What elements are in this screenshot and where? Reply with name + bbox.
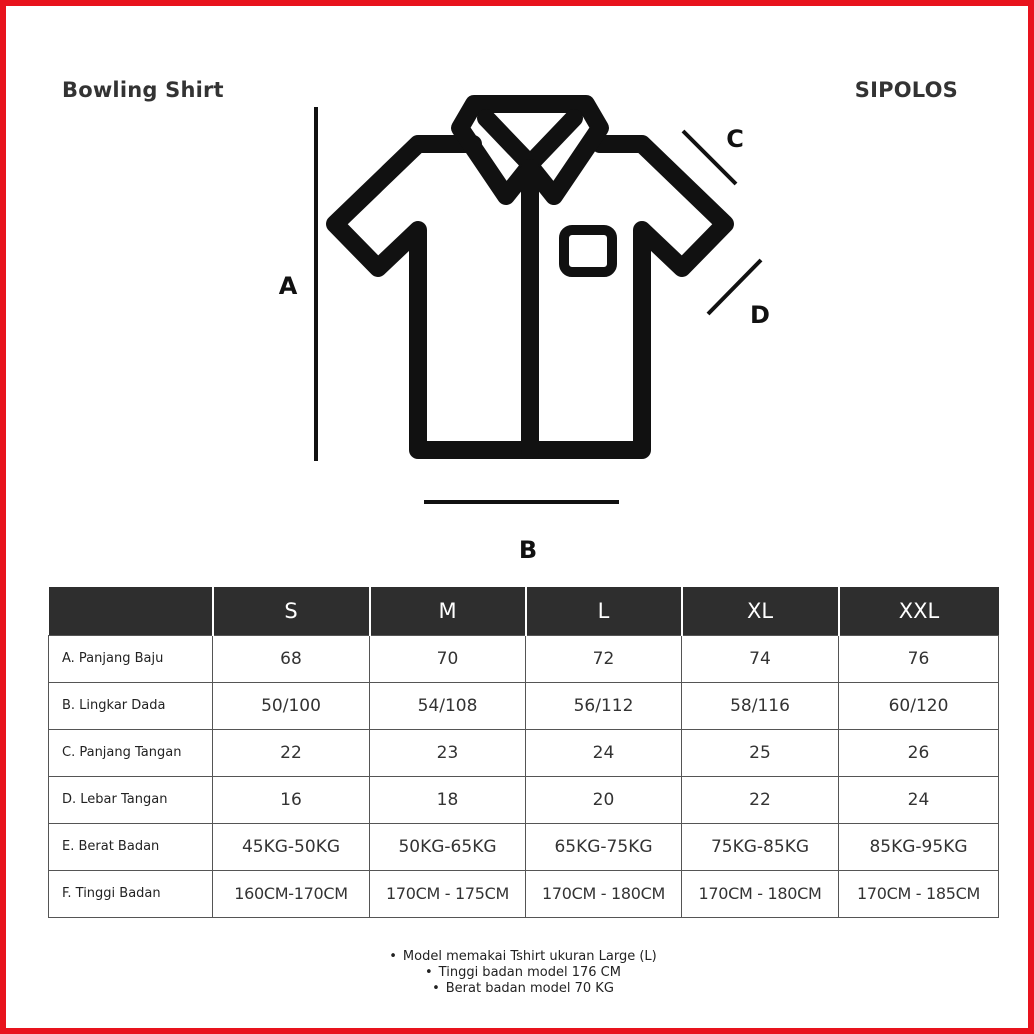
table-cell: 72 [526,635,682,682]
table-row [49,776,999,823]
size-header-xxl: XXL [839,587,999,635]
size-header-l: L [526,587,682,635]
collar-v-lines [486,118,574,164]
table-cell: 75KG-85KG [682,823,839,870]
row-label: E. Berat Badan [49,823,213,870]
table-cell: 50/100 [213,682,370,729]
note-text: Tinggi badan model 176 CM [438,965,621,980]
table-cell: 24 [839,776,999,823]
table-header-row [49,587,999,635]
dimension-label-b: B [518,536,538,564]
table-row [49,823,999,870]
dimension-label-a: A [278,272,298,300]
table-row [49,729,999,776]
header-empty-cell [49,587,213,635]
table-cell: 170CM - 185CM [839,870,999,917]
table-cell: 76 [839,635,999,682]
table-cell: 24 [526,729,682,776]
product-title: Bowling Shirt [62,78,224,102]
row-label: F. Tinggi Badan [49,870,213,917]
brand-name: SIPOLOS [854,78,958,102]
shirt-outline-icon [335,104,725,450]
dimension-label-c: C [726,125,744,153]
bullet-icon: • [432,981,440,996]
table-cell: 160CM-170CM [213,870,370,917]
note-item [6,949,1034,965]
bullet-icon: • [425,965,433,980]
model-notes [6,949,1034,997]
table-cell: 170CM - 175CM [370,870,526,917]
table-cell: 54/108 [370,682,526,729]
table-cell: 25 [682,729,839,776]
table-cell: 45KG-50KG [213,823,370,870]
row-label: C. Panjang Tangan [49,729,213,776]
table-cell: 16 [213,776,370,823]
table-cell: 18 [370,776,526,823]
table-cell: 22 [682,776,839,823]
row-label: B. Lingkar Dada [49,682,213,729]
size-header-m: M [370,587,526,635]
table-cell: 60/120 [839,682,999,729]
table-cell: 56/112 [526,682,682,729]
note-item [6,965,1034,981]
table-cell: 26 [839,729,999,776]
table-cell: 85KG-95KG [839,823,999,870]
size-header-xl: XL [682,587,839,635]
table-row [49,635,999,682]
pocket-icon [564,230,612,272]
shirt-diagram [6,6,1034,576]
table-cell: 50KG-65KG [370,823,526,870]
table-cell: 23 [370,729,526,776]
table-cell: 68 [213,635,370,682]
dimension-label-d: D [750,301,770,329]
table-cell: 170CM - 180CM [682,870,839,917]
note-item [6,981,1034,997]
table-cell: 70 [370,635,526,682]
size-header-s: S [213,587,370,635]
table-cell: 20 [526,776,682,823]
table-cell: 58/116 [682,682,839,729]
note-text: Model memakai Tshirt ukuran Large (L) [402,949,657,964]
table-cell: 170CM - 180CM [526,870,682,917]
table-cell: 65KG-75KG [526,823,682,870]
bullet-icon: • [389,949,397,964]
row-label: A. Panjang Baju [49,635,213,682]
note-text: Berat badan model 70 KG [445,981,614,996]
table-row [49,870,999,917]
row-label: D. Lebar Tangan [49,776,213,823]
table-cell: 74 [682,635,839,682]
size-chart-table [48,587,999,918]
table-cell: 22 [213,729,370,776]
table-row [49,682,999,729]
